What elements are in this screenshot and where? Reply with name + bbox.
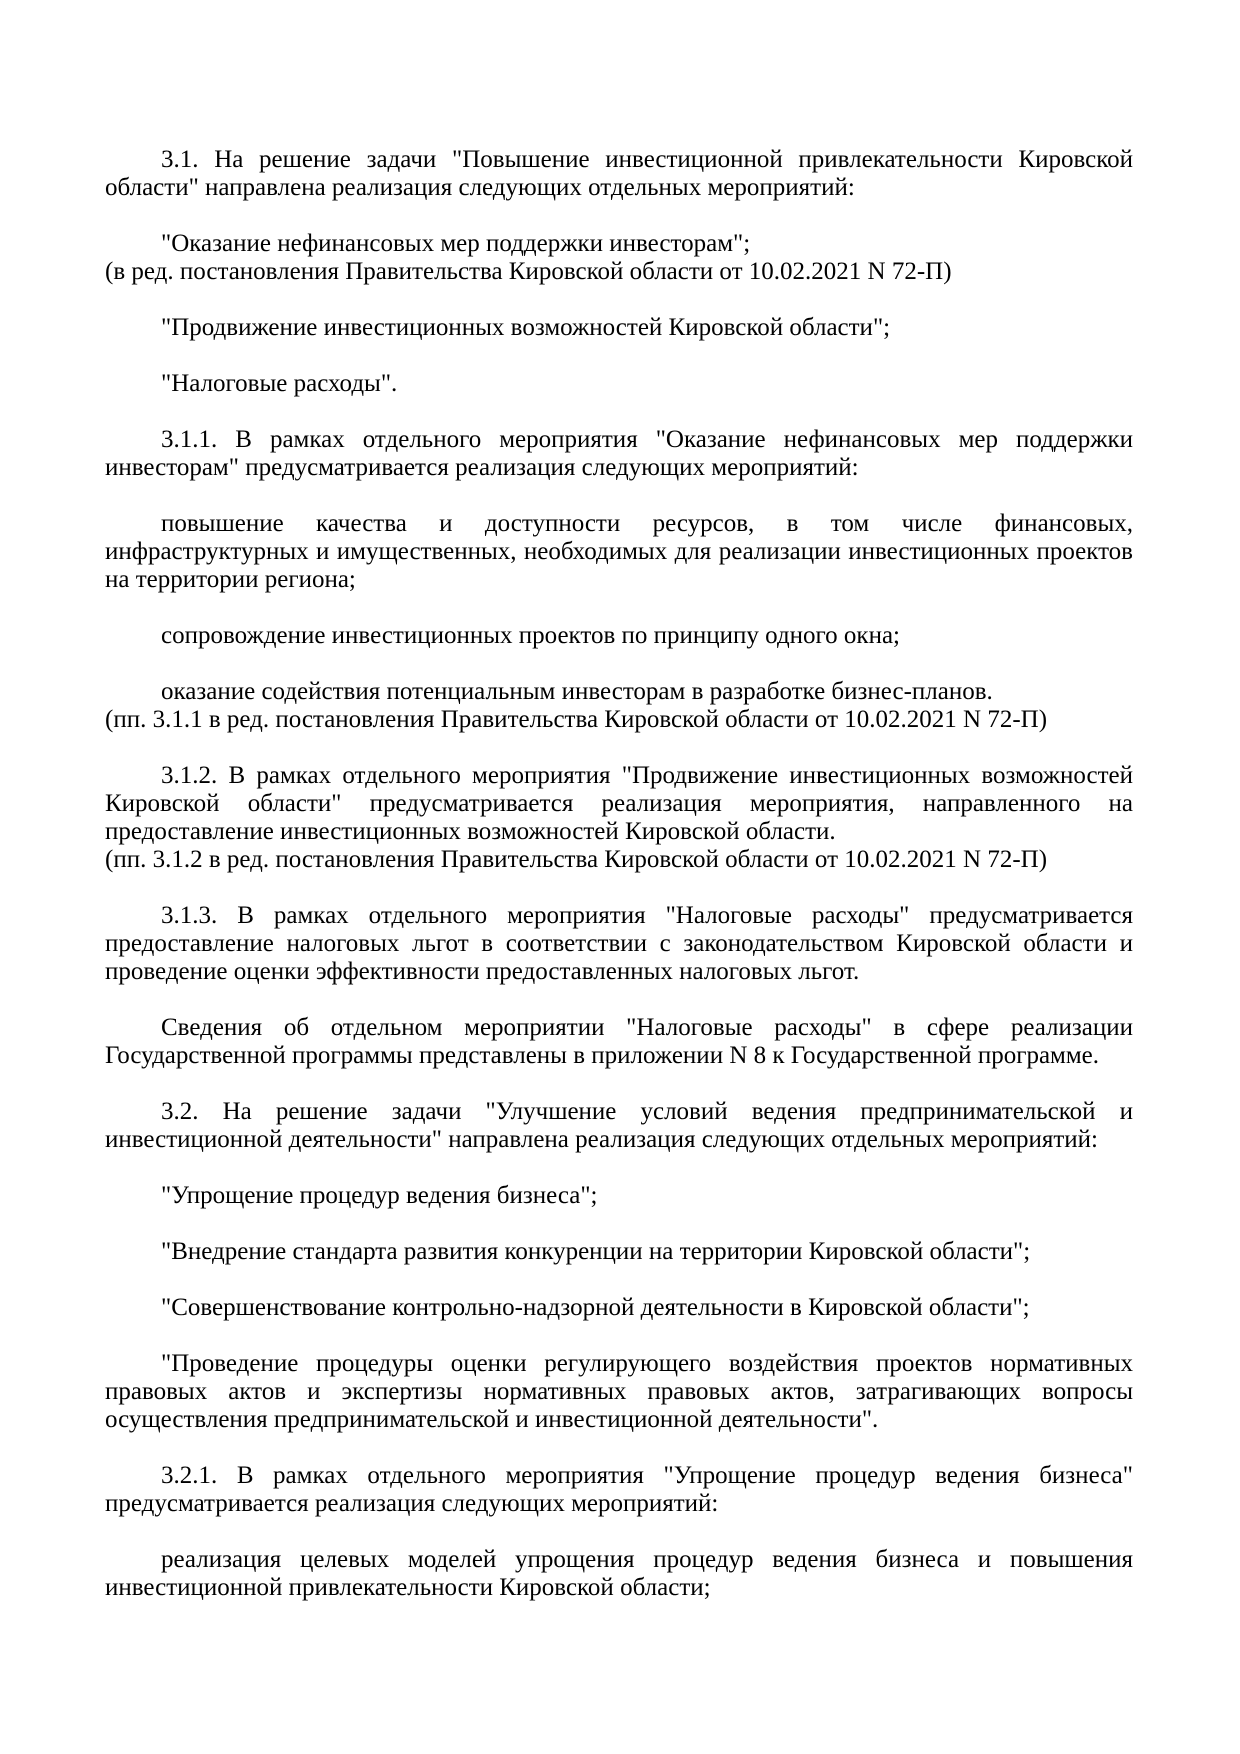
paragraph: "Оказание нефинансовых мер поддержки инвесторам"; [161,230,751,257]
paragraph-block [105,762,1133,874]
paragraph: 3.2. На решение задачи "Улучшение условий ведения предпринимательской и инвестиционной деятельности" направлена реализация следующих отдельных мероприятий: [105,1098,1133,1153]
paragraph-block [105,426,1133,482]
paragraph-block [105,146,1133,202]
paragraph: "Налоговые расходы". [161,370,398,397]
paragraph: оказание содействия потенциальным инвесторам в разработке бизнес-планов. [161,678,993,705]
amendment-note: (пп. 3.1.2 в ред. постановления Правительства Кировской области от 10.02.2021 N 72-П) [105,846,1048,873]
paragraph: 3.1.1. В рамках отдельного мероприятия "Оказание нефинансовых мер поддержки инвесторам" предусматривается реализация следующих мероприятий: [105,426,1133,481]
paragraph-block [105,1294,1133,1322]
paragraph-block [105,1238,1133,1266]
paragraph: 3.1.2. В рамках отдельного мероприятия "Продвижение инвестиционных возможностей Кировской области" предусматривается реализация мероприятия, направленного на предоставление инвестиционных возможностей Кировской области. [105,762,1133,845]
paragraph: "Проведение процедуры оценки регулирующего воздействия проектов нормативных правовых актов и экспертизы нормативных правовых актов, затрагивающих вопросы осуществления предпринимательской и инвестиционной деятельности". [105,1350,1133,1433]
paragraph: 3.2.1. В рамках отдельного мероприятия "Упрощение процедур ведения бизнеса" предусматривается реализация следующих мероприятий: [105,1462,1133,1517]
paragraph-block [105,1350,1133,1434]
paragraph-block [105,314,1133,342]
paragraph: "Внедрение стандарта развития конкуренции на территории Кировской области"; [161,1238,1031,1265]
paragraph-block [105,678,1133,734]
paragraph: сопровождение инвестиционных проектов по принципу одного окна; [161,622,901,649]
amendment-note: (пп. 3.1.1 в ред. постановления Правительства Кировской области от 10.02.2021 N 72-П) [105,706,1048,733]
paragraph: "Продвижение инвестиционных возможностей Кировской области"; [161,314,891,341]
paragraph: "Упрощение процедур ведения бизнеса"; [161,1182,598,1209]
paragraph-block [105,1462,1133,1518]
paragraph-block [105,622,1133,650]
paragraph-block [105,1098,1133,1154]
paragraph-block [105,510,1133,594]
paragraph-block [105,1014,1133,1070]
paragraph-block [105,230,1133,286]
paragraph-block [105,1182,1133,1210]
paragraph: "Совершенствование контрольно-надзорной деятельности в Кировской области"; [161,1294,1030,1321]
document-body [105,146,1133,1602]
paragraph-block [105,902,1133,986]
paragraph-block [105,1546,1133,1602]
paragraph: 3.1.3. В рамках отдельного мероприятия "Налоговые расходы" предусматривается предоставление налоговых льгот в соответствии с законодательством Кировской области и проведение оценки эффективности предоставленных налоговых льгот. [105,902,1133,985]
paragraph-block [105,370,1133,398]
paragraph: Сведения об отдельном мероприятии "Налоговые расходы" в сфере реализации Государственной программы представлены в приложении N 8 к Государственной программе. [105,1014,1133,1069]
paragraph: реализация целевых моделей упрощения процедур ведения бизнеса и повышения инвестиционной привлекательности Кировской области; [105,1546,1133,1601]
paragraph: повышение качества и доступности ресурсов, в том числе финансовых, инфраструктурных и имущественных, необходимых для реализации инвестиционных проектов на территории региона; [105,510,1133,593]
amendment-note: (в ред. постановления Правительства Кировской области от 10.02.2021 N 72-П) [105,258,952,285]
paragraph: 3.1. На решение задачи "Повышение инвестиционной привлекательности Кировской области" направлена реализация следующих отдельных мероприятий: [105,146,1133,201]
